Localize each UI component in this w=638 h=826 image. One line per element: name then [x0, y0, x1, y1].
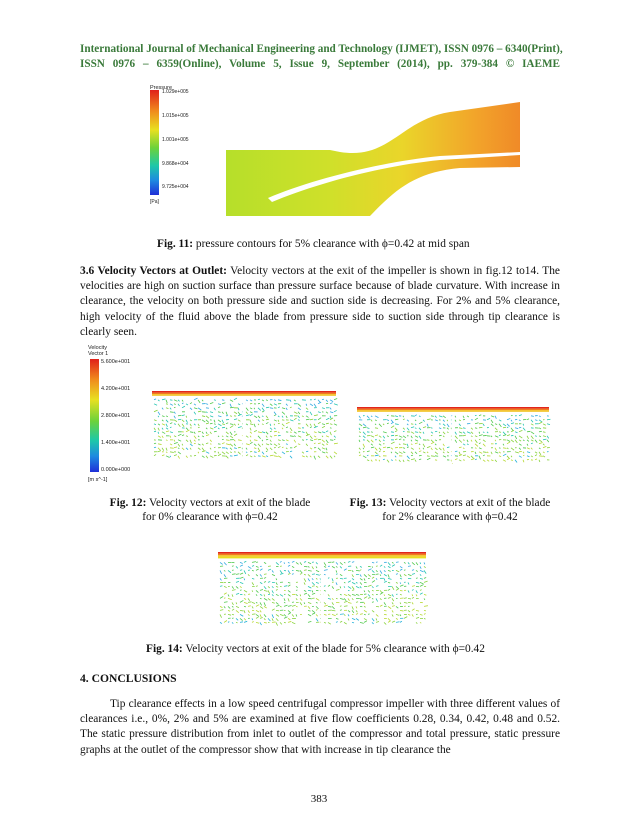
fig14-caption-text: Velocity vectors at exit of the blade for 5% clearance with ϕ=0.42: [182, 643, 485, 655]
velocity-legend-subtitle: Vector 1: [88, 351, 109, 357]
fig12-caption: [80, 496, 340, 524]
vector-arrows: [359, 415, 550, 464]
pressure-legend-tick: 1.029e+005: [162, 89, 189, 95]
fig11-caption-text: pressure contours for 5% clearance with ϕ=0.42 at mid span: [193, 238, 470, 250]
fig13-caption: [320, 496, 580, 524]
fig13-caption-label: Fig. 13:: [349, 497, 387, 509]
tip-clearance-band: [357, 407, 549, 412]
fig11-caption: [157, 237, 470, 251]
pressure-legend-title: Pressure: [150, 85, 173, 91]
fig12-caption-text2: for 0% clearance with ϕ=0.42: [142, 511, 278, 523]
fig12-caption-text1: Velocity vectors at exit of the blade: [146, 497, 311, 509]
pressure-legend-unit: [Pa]: [150, 199, 159, 205]
journal-header-line2: ISSN 0976 – 6359(Online), Volume 5, Issue 9, September (2014), pp. 379-384 © IAEME: [80, 58, 560, 70]
velocity-legend-tick: 2.800e+001: [101, 413, 131, 419]
pressure-legend-tick: 1.001e+005: [162, 137, 189, 143]
tip-clearance-band: [152, 391, 336, 396]
section-3-6-heading: 3.6 Velocity Vectors at Outlet:: [80, 265, 227, 277]
velocity-legend-title: Velocity: [88, 345, 107, 351]
fig11-pressure-contour: [140, 80, 540, 230]
fig14-velocity-vectors: [216, 550, 428, 626]
fig12-caption-label: Fig. 12:: [109, 497, 147, 509]
fig14-caption: [146, 642, 485, 656]
velocity-legend-bar: [90, 359, 99, 472]
fig14-caption-label: Fig. 14:: [146, 643, 183, 655]
velocity-legend: [86, 342, 156, 492]
journal-header-line1: International Journal of Mechanical Engineering and Technology (IJMET), ISSN 0976 – 6340(Print),: [80, 43, 563, 55]
velocity-legend-tick: 0.000e+000: [101, 467, 131, 473]
fig11-caption-label: Fig. 11:: [157, 238, 194, 250]
fig13-velocity-vectors: [355, 405, 551, 465]
pressure-legend-bar: [150, 90, 159, 195]
pressure-legend-tick: 9.725e+004: [162, 184, 189, 190]
vector-arrows: [220, 561, 428, 625]
page-number: 383: [310, 793, 328, 805]
journal-header: [80, 42, 563, 72]
pressure-legend-tick: 1.015e+005: [162, 113, 189, 119]
fig13-caption-text2: for 2% clearance with ϕ=0.42: [382, 511, 518, 523]
section-4-heading: 4. CONCLUSIONS: [80, 672, 177, 685]
velocity-legend-tick: 4.200e+001: [101, 386, 131, 392]
vector-arrows: [154, 398, 338, 459]
pressure-legend-tick: 9.868e+004: [162, 161, 189, 167]
velocity-legend-unit: [m s^-1]: [88, 477, 108, 483]
fig12-velocity-vectors: [150, 389, 338, 461]
velocity-legend-tick: 5.600e+001: [101, 359, 131, 365]
section-3-6-paragraph: [80, 264, 560, 340]
velocity-legend-tick: 1.400e+001: [101, 440, 131, 446]
section-3-6-text: Velocity vectors at the exit of the impeller is shown in fig.12 to14. The velocities are high on suction surface than pressure surface because of blade curvature. With increase in clearance, the velocity on both pressure side and suction side is decreasing. For 2% and 5% clearance, high velocity of the fluid above the blade from pressure side to suction side through tip clearance is clearly seen.: [80, 265, 560, 338]
section-4-paragraph: Tip clearance effects in a low speed centrifugal compressor impeller with three different values of clearances i.e., 0%, 2% and 5% are examined at five flow coefficients 0.28, 0.34, 0.42, 0.48 and 0.52. The static pressure distribution from inlet to outlet of the compressor and total pressure, static pressure graphs at the outlet of the compressor show that with increase in tip clearance the: [80, 698, 560, 756]
fig13-caption-text1: Velocity vectors at exit of the blade: [386, 497, 551, 509]
tip-clearance-band: [218, 552, 426, 558]
